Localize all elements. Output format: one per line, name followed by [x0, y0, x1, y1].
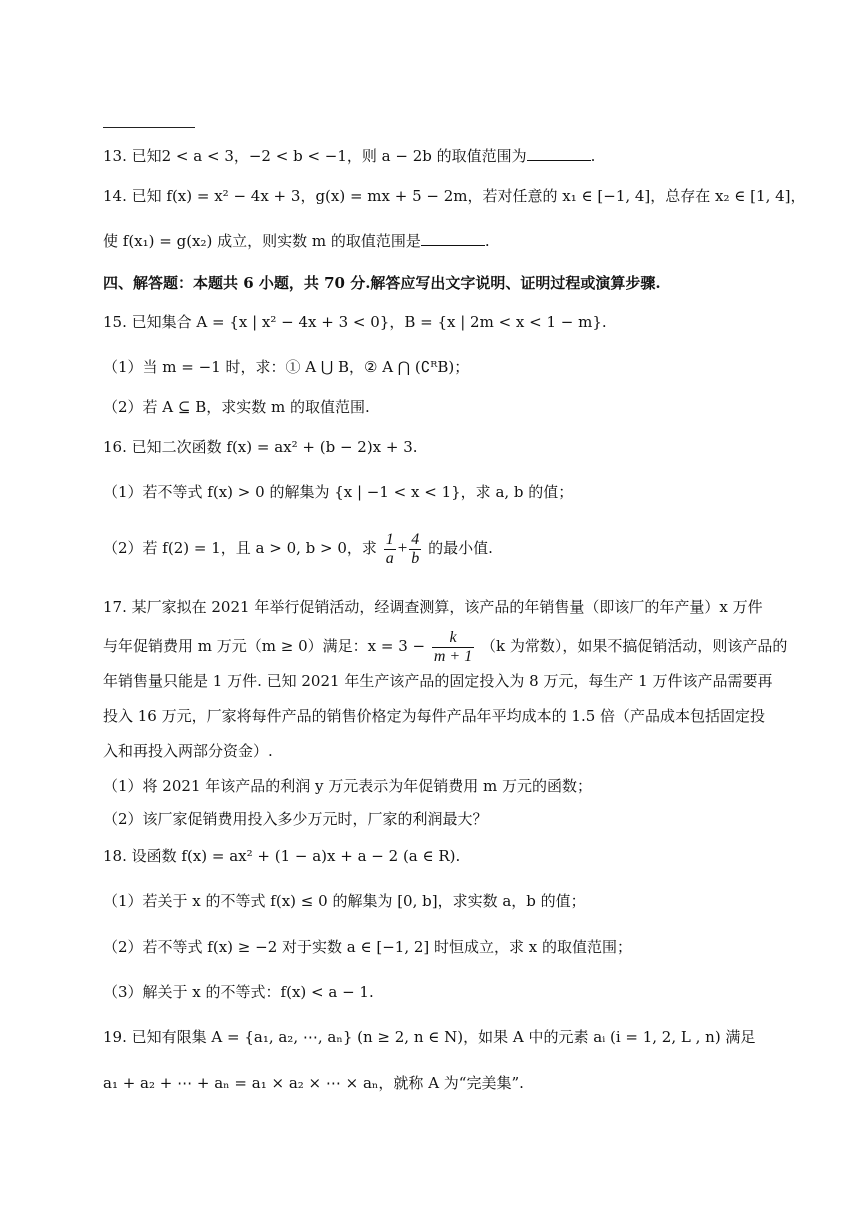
question-16-part-2: （2）若 f(2) = 1，且 a > 0, b > 0，求 $\frac{1}{a}$ + $\frac{4}{b}$ 的最小值.	[103, 530, 493, 567]
question-17-line-3: 年销售量只能是 1 万件. 已知 2021 年生产该产品的固定投入为 8 万元，每生产 1 万件该产品需要再	[103, 672, 773, 690]
answer-blank-14	[421, 231, 485, 246]
question-17-line-5: 入和再投入两部分资金）.	[103, 742, 273, 760]
question-18-part-1: （1）若关于 x 的不等式 f(x) ≤ 0 的解集为 [0, b]，求实数 a，b 的值；	[103, 892, 586, 910]
question-16-part-1: （1）若不等式 f(x) > 0 的解集为 {x | −1 < x < 1}，求 a, b 的值；	[103, 483, 574, 501]
fraction-k-over-m-plus-1: $\frac{k}{m + 1}$	[433, 628, 473, 665]
question-17-line-2: 与年促销费用 m 万元（m ≥ 0）满足：x = 3 − $\frac{k}{m + 1}$ （k 为常数），如果不搞促销活动，则该产品的	[103, 628, 788, 665]
question-19-line-2: a₁ + a₂ + ⋯ + aₙ = a₁ × a₂ × ⋯ × aₙ，就称 A 为“完美集”.	[103, 1074, 524, 1092]
question-14-line-1: 14. 已知 f(x) = x² − 4x + 3，g(x) = mx + 5 − 2m，若对任意的 x₁ ∈ [−1, 4]，总存在 x₂ ∈ [1, 4]，	[103, 187, 806, 205]
question-15: 15. 已知集合 A = {x | x² − 4x + 3 < 0}，B = {x | 2m < x < 1 − m}.	[103, 313, 607, 331]
question-17-part-2: （2）该厂家促销费用投入多少万元时，厂家的利润最大？	[103, 810, 488, 828]
question-18: 18. 设函数 f(x) = ax² + (1 − a)x + a − 2 (a ∈ R).	[103, 847, 461, 865]
question-16: 16. 已知二次函数 f(x) = ax² + (b − 2)x + 3.	[103, 438, 418, 456]
question-13: 13. 已知2 < a < 3，−2 < b < −1，则 a − 2b 的取值范围为 .	[103, 147, 596, 165]
question-18-part-3: （3）解关于 x 的不等式：f(x) < a − 1.	[103, 983, 374, 1001]
question-15-part-1: （1）当 m = −1 时，求：① A ⋃ B，② A ⋂ (∁ᴿB)；	[103, 358, 470, 376]
question-17-line-4: 投入 16 万元，厂家将每件产品的销售价格定为每件产品年平均成本的 1.5 倍（产品成本包括固定投	[103, 707, 766, 725]
fraction-1-over-a: $\frac{1}{a}$	[385, 530, 394, 567]
answer-blank-13	[527, 146, 591, 161]
question-17-part-1: （1）将 2021 年该产品的利润 y 万元表示为年促销费用 m 万元的函数；	[103, 777, 593, 795]
header-rule	[103, 127, 195, 128]
question-19-line-1: 19. 已知有限集 A = {a₁, a₂, ⋯, aₙ} (n ≥ 2, n ∈ N)，如果 A 中的元素 aᵢ (i = 1, 2, L , n) 满足	[103, 1028, 756, 1046]
question-15-part-2: （2）若 A ⊆ B，求实数 m 的取值范围.	[103, 398, 370, 416]
fraction-4-over-b: $\frac{4}{b}$	[411, 530, 420, 567]
question-14-line-2: 使 f(x₁) = g(x₂) 成立，则实数 m 的取值范围是 .	[103, 232, 490, 250]
question-18-part-2: （2）若不等式 f(x) ≥ −2 对于实数 a ∈ [−1, 2] 时恒成立，求 x 的取值范围；	[103, 938, 633, 956]
question-17-line-1: 17. 某厂家拟在 2021 年举行促销活动，经调查测算，该产品的年销售量（即该厂的年产量）x 万件	[103, 598, 763, 616]
section-heading-4: 四、解答题：本题共 6 小题，共 70 分.解答应写出文字说明、证明过程或演算步骤.	[103, 274, 661, 292]
